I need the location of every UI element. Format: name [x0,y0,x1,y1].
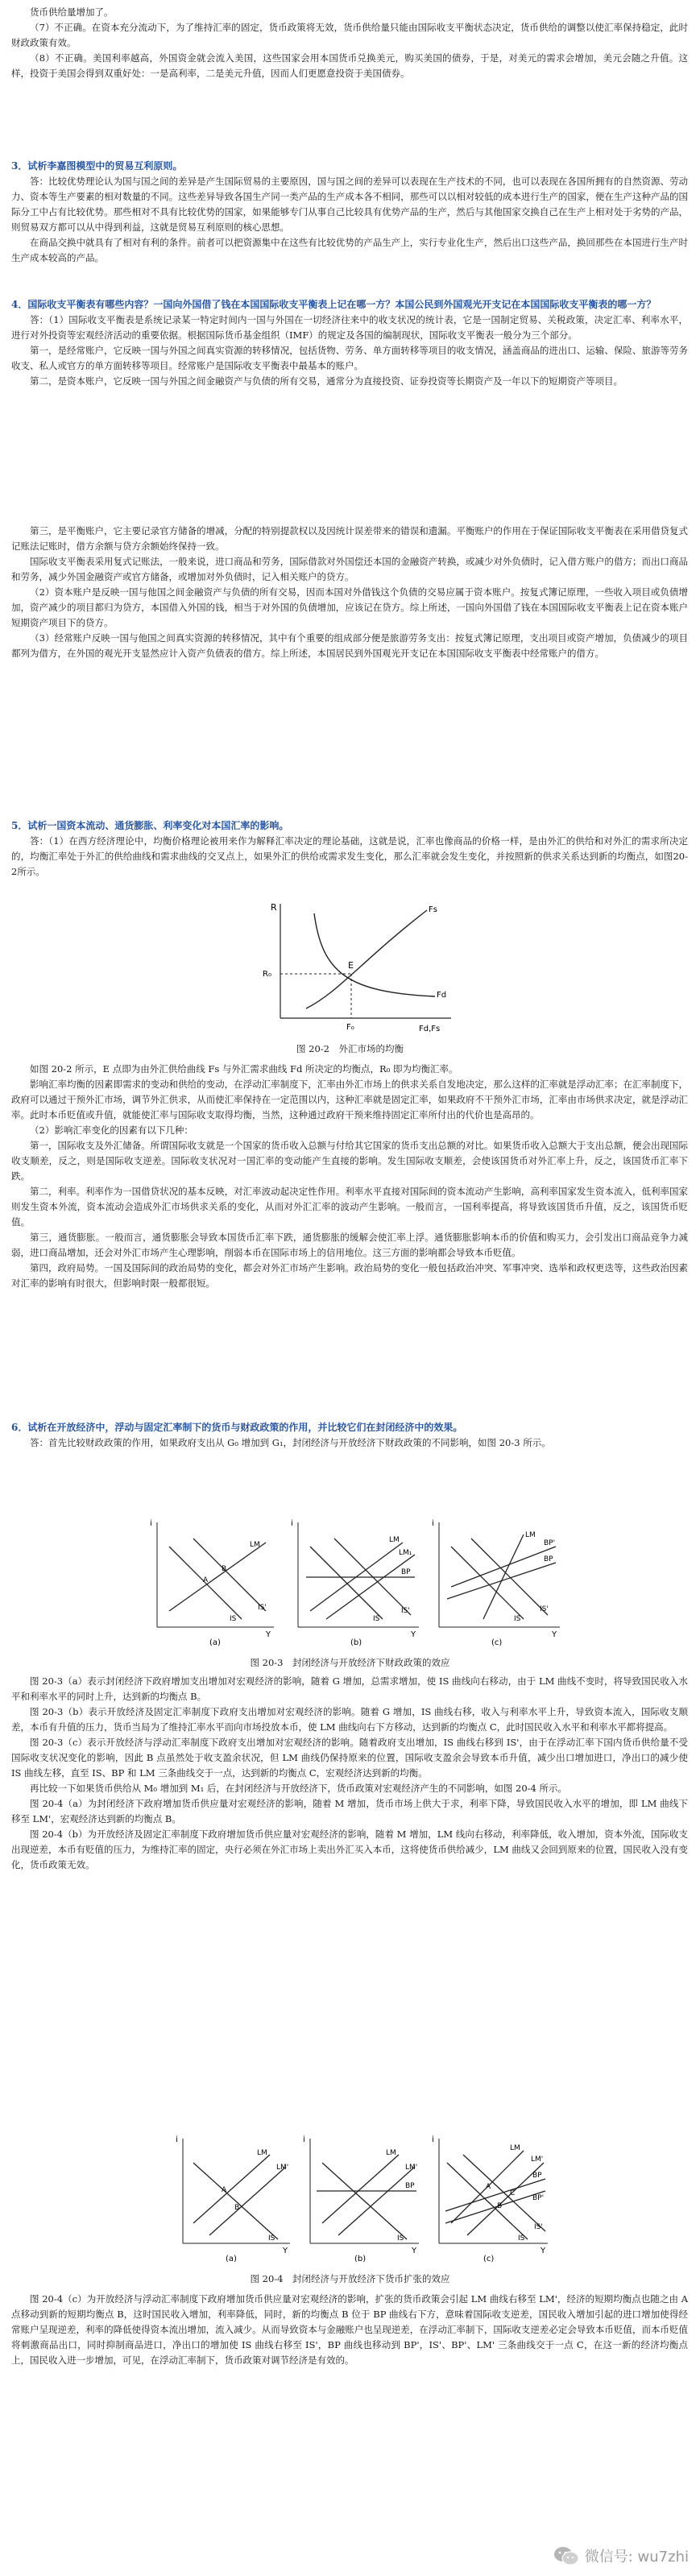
paragraph: 图 20-4（b）为开放经济及固定汇率制度下政府增加货币供应量对宏观经济的影响，随着 M 增加，LM 线向右移动，利率降低，收入增加，资本外流，国际收支出现逆差，本币有贬值的压力，为维持汇率的固定，央行必须在外汇市场上卖出外汇买入本币，这将使货币供给减少，LM 曲线又会回到原来的位置，国民收入没有变化，货币政策无效。 [11,1828,688,1870]
supply-label: Fs [429,905,437,914]
lm-curve [193,2155,270,2223]
panel-a-label: (a) [209,1638,221,1647]
panel-a-label: (a) [226,2255,237,2263]
point-a: A [203,1576,209,1584]
paragraph: 图 20-4（a）为封闭经济下政府增加货币供应量对宏观经济的影响，随着 M 增加，货币市场上供大于求，利率下降，导致国民收入水平的增加，即 LM 曲线下移至 LM'，宏观经济达到新的均衡点 B。 [11,1798,688,1824]
watermark [553,2544,689,2568]
axis-y-label: Y [412,2247,417,2255]
is-curve [193,2163,278,2239]
figure-20-4-caption: 图 20-4 封闭经济与开放经济下货币扩张的效应 [250,2273,450,2284]
bp-label: BP [405,2182,415,2190]
supply-curve [306,910,427,1008]
monetary-policy-chart [173,2131,552,2267]
lm1-label: LM' [276,2164,289,2172]
bp-curve [445,2179,545,2211]
lm-label: LM [510,2144,520,2152]
is1-label: IS' [258,1604,267,1612]
equilibrium-label: E [348,960,354,971]
bp1-label: BP' [532,2194,545,2202]
is-label: IS [268,2234,275,2243]
paragraph: 在商品交换中就具有了相对有利的条件。前者可以把资源集中在这些有比较优势的产品生产上，实行专业化生产，然后出口这些产品，换回那些在本国进行生产时生产成本较高的产品。 [11,237,688,263]
axis-i-label: i [291,1519,293,1528]
is1-label: IS' [534,2223,543,2231]
bp1-label: BP' [544,1539,556,1547]
paragraph: 答：（1）国际收支平衡表是系统记录某一特定时间内一国与外国在一切经济往来中的收支状况的统计表，它是一国制定贸易、关税政策，决定汇率、利率水平，进行对外投资等宏观经济活动的重要依据。根据国际货币基金组织（IMF）的规定及各国的编制现状，国际收支平衡表一般分为三个部分。 [11,314,688,341]
is-label: IS [518,2234,525,2243]
paragraph: 第三，通货膨胀。一般而言，通货膨胀会导致本国货币汇率下跌，通货膨胀的缓解会使汇率上浮。通货膨胀影响本币的价值和购买力，会引发出口商品竞争力减弱，进口商品增加，还会对外汇市场产生心理影响，削弱本币在国际市场上的信用地位。这三方面的影响都会导致本币贬值。 [11,1232,688,1258]
fiscal-policy-chart [145,1514,564,1651]
axis-i-label: i [432,1519,434,1528]
paragraph: 答：比较优势理论认为国与国之间的差异是产生国际贸易的主要原因，国与国之间的差异可以表现在生产技术的不同，也可以表现在各国所拥有的自然资源、劳动力、资本等生产要素的相对数量的不同。这些差异导致各国生产同一类产品的生产成本各不相同，那些可以以相对较低的成本进行生产的国家，便在生产这种产品的国际分工中占有比较优势。那些相对不具有比较优势的国家，如果能够专门从事自己比较具有优势产品的生产，然后与其他国家交换自己在生产上相对处于劣势的产品，则贸易双方都可以从中得到利益，这就是贸易互利原则的核心思想。 [11,176,688,233]
is-label: IS [514,1615,521,1623]
is1-label: IS' [401,1607,410,1615]
is-label: IS [397,2234,404,2243]
question-5-title: 5．试析一国资本流动、通货膨胀、利率变化对本国汇率的影响。 [11,820,289,831]
answer-block-prev [11,5,688,81]
question-4-block [11,296,688,389]
is-shift-curve [471,1539,548,1615]
axis-y-label: Y [552,1630,557,1639]
is-curve [322,2163,407,2239]
axis-i-label: i [176,2135,178,2144]
lm-shift-curve [338,2167,415,2235]
lm-label: LM [250,1541,260,1549]
lm-shift-curve [209,2167,286,2235]
bp-label: BP [401,1568,411,1576]
question-6-title: 6．试析在开放经济中，浮动与固定汇率制下的货币与财政政策的作用，并比较它们在封闭经济中的效果。 [11,1422,463,1433]
lm1-label: LM₁ [399,1549,412,1557]
lm-curve [169,1543,266,1611]
paragraph: 图 20-3（a）表示封闭经济下政府增加支出增加对宏观经济的影响，随着 G 增加，总需求增加，使 IS 曲线向右移动，由于 LM 曲线不变时，将导致国民收入水平和利率水平的同时上升，达到新的均衡点 B。 [11,1675,688,1702]
bp-label: BP [544,1555,553,1563]
lm-curve [322,2155,399,2223]
lm-label: LM [389,1536,400,1544]
question-3-title: 3．试析李嘉图模型中的贸易互利原则。 [11,160,183,172]
lm1-label: LM' [405,2164,418,2172]
paragraph: 如图 20-2 所示，E 点即为由外汇供给曲线 Fs 与外汇需求曲线 Fd 所决定的均衡点，R₀ 即为均衡汇率。 [30,1063,458,1075]
paragraph: 影响汇率均衡的因素即需求的变动和供给的变动，在浮动汇率制度下，汇率由外汇市场上的供求关系自发地决定，那么这样的汇率就是浮动汇率；在汇率制度下，政府可以通过干预外汇市场，调节外汇供求，从而使汇率保持在一定范围以内，这种汇率就是固定汇率，如果政府不干预外汇市场，汇率由市场供求决定，就是浮动汇率。此时本币贬值或升值，就能使汇率与国际收支取得均衡，当然，这种通过政府干预来维持固定汇率所付出的代价也是高昂的。 [11,1079,688,1120]
lm-curve [483,1534,524,1619]
wechat-icon [553,2545,580,2566]
paragraph: 图 20-3（b）表示开放经济及固定汇率制度下政府支出增加对宏观经济的影响。随着 G 增加，IS 曲线右移，收入与利率水平上升，导致资本流入，国际收支顺差，本币有升值的压力，货币当局为了维持汇率水平而向市场投放本币，使 LM 曲线向右下方移动，达到新的均衡点 C，此时国民收入水平和利率水平都将提高。 [11,1706,688,1733]
point-c: C [510,2189,516,2197]
point-a: A [222,2186,227,2194]
panel-c-label: (c) [483,2255,495,2263]
figure-20-3 [145,1514,564,1651]
point-b: B [234,2204,240,2212]
lm-label: LM [257,2149,267,2157]
r0-label: R₀ [263,970,271,979]
lm-label: LM [525,1531,536,1539]
question-6-block [11,1419,688,1451]
paragraph: 货币供给量增加了。 [30,6,114,18]
question-6-block-end [11,2292,688,2368]
y-axis-label: R [271,902,277,913]
question-5-block-cont [11,1062,688,1291]
point-a: A [486,2183,491,2191]
axis-i-label: i [303,2135,305,2144]
paragraph: 第一，国际收支及外汇储备。所谓国际收支就是一个国家的货币收入总额与付给其它国家的货币支出总额的对比。如果货币收入总额大于支出总额，便会出现国际收支顺差，反之，则是国际收支逆差。国际收支状况对一国汇率的变动能产生直接的影响。发生国际收支顺差，会使该国货币对外汇率上升，反之，该国货币汇率下跌。 [11,1140,688,1182]
panel-c-label: (c) [491,1638,503,1647]
question-4-block-cont [11,524,688,661]
question-6-block-cont [11,1674,688,1873]
axis-y-label: Y [283,2247,288,2255]
panel-b [291,1519,419,1647]
fx-market-chart [258,896,459,1037]
lm1-label: LM' [531,2156,544,2164]
point-b: B [222,1565,227,1573]
panel-b-label: (b) [354,2255,367,2263]
paragraph: 答：首先比较财政政策的作用，如果政府支出从 G₀ 增加到 G₁，封闭经济与开放经济下财政政策的不同影响，如图 20-3 所示。 [30,1437,551,1448]
paragraph: 第三，是平衡账户，它主要记录官方储备的增减，分配的特别提款权以及因统计误差带来的错误和遗漏。平衡账户的作用在于保证国际收支平衡表在采用借贷复式记账法记账时，借方余额与贷方余额始终保持一致。 [11,525,688,552]
demand-label: Fd [437,991,447,1000]
point-b: B [497,2202,503,2210]
figure-20-2-caption: 图 20-2 外汇市场的均衡 [296,1043,404,1054]
bp-shift-curve [445,2191,545,2223]
is-curve [310,1547,383,1619]
paragraph: （2）资本账户是反映一国与他国之间金融资产与负债的所有交易，因而本国对外借钱这个负债的交易应属于资本账户。按复式簿记原理，一些收入项目或负债增加，资产减少的项目都归为贷方，本国借入外国的钱，相当于对外国的负债增加，应该记在贷方。综上所述，一国向外国借了钱在本国国际收支平衡表上记在资本账户短期资产项目下的贷方。 [11,586,688,628]
bp-label: BP [532,2172,542,2180]
axis-y-label: Y [411,1630,416,1639]
axis-y-label: Y [541,2247,546,2255]
paragraph: （3）经常账户反映一国与他国之间真实资源的转移情况，其中有个重要的组成部分便是旅游劳务支出：按复式簿记原理，支出项目或资产增加，负债减少的项目都列为借方，在外国的观光开支显然应计入资产负债表的借方。综上所述，本国居民到外国观光开支记在本国国际收支平衡表中经常账户的借方。 [11,632,688,659]
paragraph: 再比较一下如果货币供给从 M₀ 增加到 M₁ 后，在封闭经济与开放经济下，货币政策对宏观经济产生的不同影响，如图 20-4 所示。 [30,1783,568,1794]
paragraph: 图 20-4（c）为开放经济与浮动汇率制度下政府增加货币供应量对宏观经济的影响，扩张的货币政策会引起 LM 曲线右移至 LM'，经济的短期均衡点也随之由 A 点移动到新的短期均衡点 B，这时国民收入增加，利率降低，同时，新的均衡点 B 位于 BP 曲线右下方，意味着国际收支逆差，国民收入增加引起的进口增加使得经常账户呈现逆差，利率的降低使得资本流出增加，流入减少。从而导致资本与金融账户也呈现逆差，在浮动汇率制下，国际收支逆差必定会导致本币贬值，而本币贬值将刺激商品出口，同时抑制商品进口，净出口的增加使 IS 曲线右移至 IS'，BP 曲线也移动到 BP'，IS'、BP'、LM' 三条曲线交于一点 C，在这一新的经济均衡点上，国民收入进一步增加，可见，在浮动汇率制下，货币政策对调节经济是有效的。 [11,2293,688,2366]
demand-curve [314,913,435,996]
is-label: IS [373,1615,380,1623]
panel-b-label: (b) [350,1638,362,1647]
paragraph: （8）不正确。美国利率越高，外国资金就会流入美国，这些国家会用本国货币兑换美元，购买美国的债券，于是，对美元的需求会增加，美元会随之升值。这样，投资于美国会得到双重好处：一是高利率，二是美元升值，因而人们更愿意投资于美国债券。 [11,52,688,79]
is1-label: IS' [540,1605,549,1613]
axis-y-label: Y [266,1630,271,1639]
paragraph: 第一，是经常账户，它反映一国与外国之间真实资源的转移情况，包括货物、劳务、单方面转移等项目的收支情况，涵盖商品的进出口、运输、保险、旅游等劳务收支、私人或官方的单方面转移等项目。经常账户是国际收支平衡表中最基本的账户。 [11,345,688,371]
axis-i-label: i [150,1519,152,1528]
paragraph: 国际收支平衡表采用复式记账法，一般来说，进口商品和劳务，国际借款对外国偿还本国的金融资产转换，或减少对外负债时，记入借方账户的借方；而出口商品和劳务，减少外国金融资产或官方储备，或增加对外负债时，记入相关账户的贷方。 [11,556,688,582]
lm-label: LM [386,2149,396,2157]
is-label: IS [230,1615,237,1623]
panel-c [432,2135,548,2263]
figure-20-4 [173,2131,552,2267]
panel-a [150,1519,274,1647]
question-3-block [11,158,688,266]
bp-shift-curve [451,1547,556,1587]
panel-a [176,2135,290,2263]
paragraph: 图 20-3（c）表示开放经济与浮动汇率制度下政府支出增加对宏观经济的影响。随着政府支出增加，IS 曲线右移到 IS'，由于在浮动汇率下国内货币供给量不受国际收支状况变化的影响，因此 B 点虽然处于收支盈余状况，但 LM 曲线仍保持原来的位置，国际收支盈余会导致本币升值，减少出口增加进口，净出口的减少使 IS 曲线左移，直至 IS、BP 和 LM 三条曲线交于一点，达到新的均衡点 C，宏观经济达到新的均衡。 [11,1737,688,1779]
watermark-text: 微信号: wu7zhi [584,2549,689,2566]
axis-i-label: i [432,2135,434,2144]
paragraph: 第四，政府局势。一国及国际间的政治局势的变化，都会对外汇市场产生影响。政治局势的变化一般包括政治冲突、军事冲突、选举和政权更迭等，这些政治因素对汇率的影响有时很大，但影响时限一般都很短。 [11,1262,688,1289]
panel-c [432,1519,560,1647]
question-4-title: 4．国际收支平衡表有哪些内容？一国向外国借了钱在本国国际收支平衡表上记在哪一方？本国公民到外国观光开支记在本国国际收支平衡表的哪一方？ [11,299,657,310]
paragraph: （2）影响汇率变化的因素有以下几种： [30,1124,193,1136]
f0-label: F₀ [346,1023,354,1032]
figure-20-3-caption: 图 20-3 封闭经济与开放经济下财政政策的效应 [250,1657,450,1668]
question-5-block [11,818,688,880]
paragraph: 答：（1）在西方经济理论中，均衡价格理论被用来作为解释汇率决定的理论基础，这就是说，汇率也像商品的价格一样，是由外汇的供给和对外汇的需求所决定的，均衡汇率处于外汇的供给曲线和需求曲线的交叉点上，如果外汇的供给或需求发生变化，那么汇率就会发生变化，并按照新的供求关系达到新的均衡点，如图20-2所示。 [11,835,688,877]
is-shift-curve [463,2155,545,2231]
paragraph: 第二，是资本账户，它反映一国与外国之间金融资产与负债的所有交易，通常分为直接投资、证券投资等长期资产及一年以下的短期资产等项目。 [30,375,623,387]
is-shift-curve [193,1539,266,1611]
paragraph: 第二，利率。利率作为一国借贷状况的基本反映，对汇率波动起决定性作用。利率水平直接对国际间的资本流动产生影响，高利率国家发生资本流入，低利率国家则发生资本外流，资本流动会造成外汇市场供求关系的变化，从而对外汇汇率的波动产生影响。一般而言，一国利率提高，将导致该国货币升值，反之，该国货币贬值。 [11,1186,688,1228]
x-axis-label: Fd,Fs [419,1025,441,1033]
figure-20-2 [258,896,459,1037]
panel-b [303,2135,419,2263]
paragraph: （7）不正确。在资本充分流动下，为了维持汇率的固定，货币政策将无效，货币供给量只能由国际收支平衡状态决定，货币供给的调整以使汇率保持稳定，此时财政政策有效。 [11,22,688,48]
